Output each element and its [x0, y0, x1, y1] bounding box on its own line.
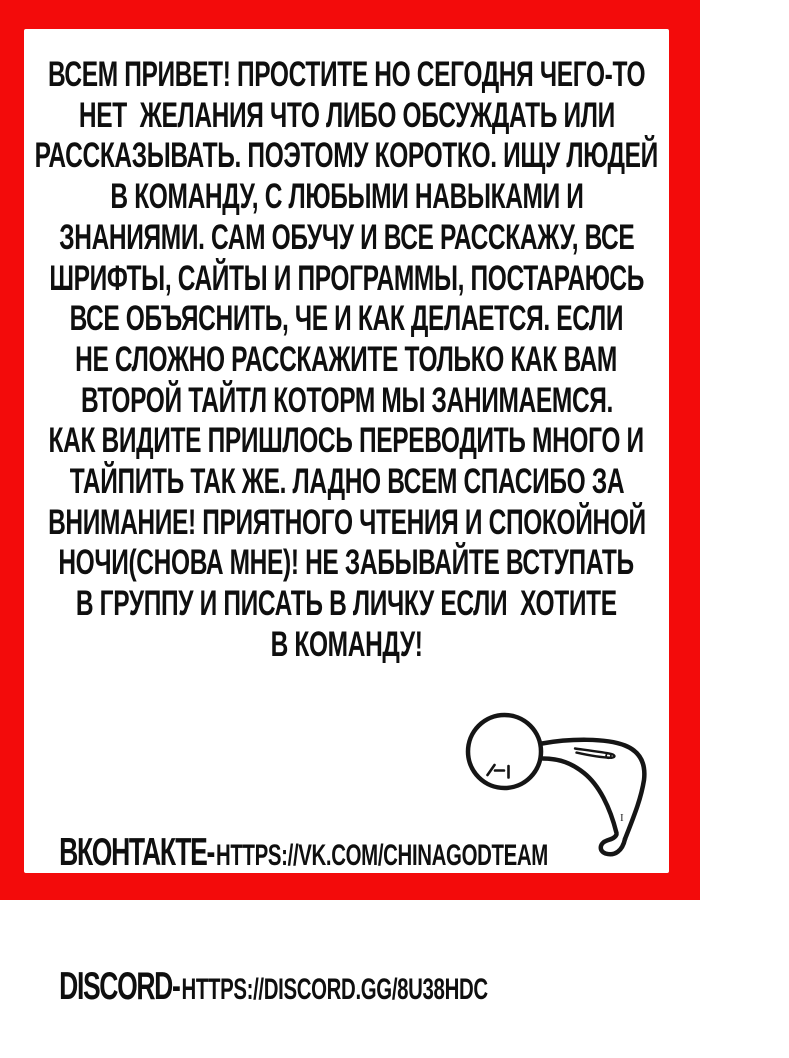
note-line: РАССКАЗЫВАТЬ. ПОЭТОМУ КОРОТКО. ИЩУ ЛЮДЕЙ [34, 136, 659, 176]
vk-separator: - [206, 831, 214, 874]
vk-url: HTTPS://VK.COM/CHINAGODTEAM [215, 839, 548, 872]
note-line: НОЧИ(СНОВА МНЕ)! НЕ ЗАБЫВАЙТЕ ВСТУПАТЬ [58, 543, 635, 583]
note-line: КАК ВИДИТЕ ПРИШЛОСЬ ПЕРЕВОДИТЬ МНОГО И [48, 421, 645, 461]
note-line: В ГРУППУ И ПИСАТЬ В ЛИЧКУ ЕСЛИ ХОТИТЕ [76, 584, 617, 624]
note-line: В КОМАНДУ, С ЛЮБЫМИ НАВЫКАМИ И [109, 177, 584, 217]
note-line: ЗНАНИЯМИ. САМ ОБУЧУ И ВСЕ РАССКАЖУ, ВСЕ [58, 217, 635, 257]
note-line: ШРИФТЫ, САЙТЫ И ПРОГРАММЫ, ПОСТАРАЮСЬ [49, 258, 644, 298]
note-line: ВТОРОЙ ТАЙТЛ КОТОРМ МЫ ЗАНИМАЕМСЯ. [80, 380, 613, 420]
vk-label: ВКОНТАКТЕ [59, 831, 207, 874]
contact-links [35, 790, 789, 1058]
note-panel [24, 29, 669, 1008]
doodle-slit-tip [606, 753, 611, 758]
note-line: ВСЕМ ПРИВЕТ! ПРОСТИТЕ НО СЕГОДНЯ ЧЕГО-ТО [47, 55, 646, 94]
discord-label: DISCORD [59, 965, 172, 1008]
note-line: ВНИМАНИЕ! ПРИЯТНОГО ЧТЕНИЯ И СПОКОЙНОЙ [47, 502, 646, 542]
note-line: ВСЕ ОБЪЯСНИТЬ, ЧЕ И КАК ДЕЛАЕТСЯ. ЕСЛИ [69, 299, 624, 339]
discord-separator: - [171, 965, 180, 1008]
doodle-i-mark: I [620, 812, 624, 824]
note-line: НЕТ ЖЕЛАНИЯ ЧТО ЛИБО ОБСУЖДАТЬ ИЛИ [78, 95, 615, 135]
discord-contact-row [35, 924, 488, 1058]
note-line: В КОМАНДУ! [270, 624, 423, 664]
note-line: НЕ СЛОЖНО РАССКАЖИТЕ ТОЛЬКО КАК ВАМ [75, 339, 618, 379]
note-line: ТАЙПИТЬ ТАК ЖЕ. ЛАДНО ВСЕМ СПАСИБО ЗА [69, 462, 624, 502]
translator-note [24, 55, 669, 666]
vk-contact-row [35, 790, 548, 924]
discord-url: HTTPS://DISCORD.GG/8U38HDC [181, 973, 488, 1006]
doodle-head [468, 715, 541, 788]
